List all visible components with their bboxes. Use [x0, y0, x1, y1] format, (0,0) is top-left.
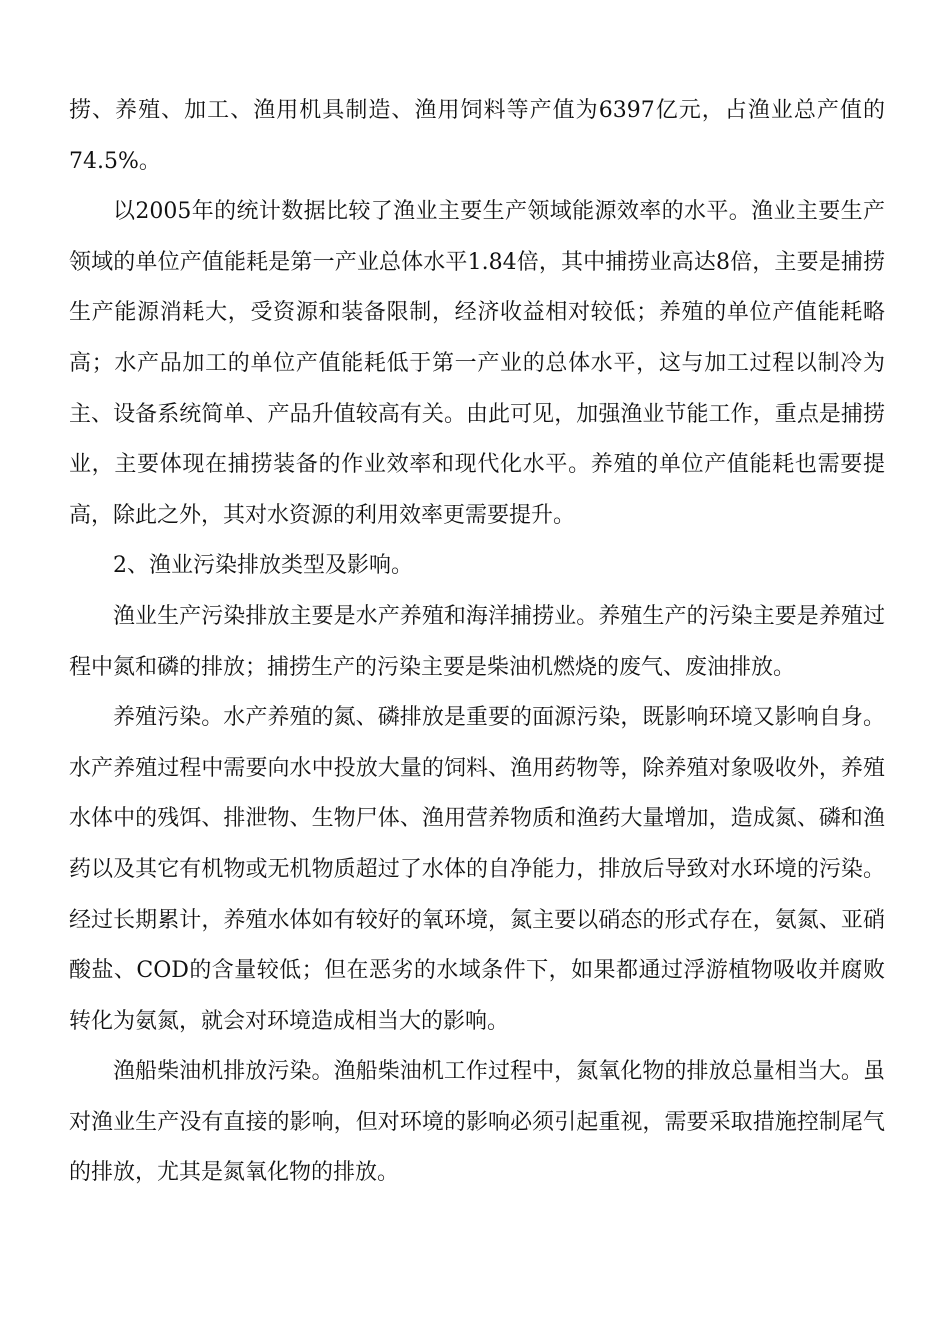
paragraph-continuation: 捞、养殖、加工、渔用机具制造、渔用饲料等产值为6397亿元，占渔业总产值的74.5%。: [69, 98, 885, 174]
paragraph-pollution-overview: 渔业生产污染排放主要是水产养殖和海洋捕捞业。养殖生产的污染主要是养殖过程中氮和磷的排放；捕捞生产的污染主要是柴油机燃烧的废气、废油排放。: [69, 603, 885, 680]
paragraph-aquaculture-pollution: 养殖污染。水产养殖的氮、磷排放是重要的面源污染，既影响环境又影响自身。水产养殖过程中需要向水中投放大量的饲料、渔用药物等，除养殖对象吸收外，养殖水体中的残饵、排泄物、生物尸体、渔用营养物质和渔药大量增加，造成氮、磷和渔药以及其它有机物或无机物质超过了水体的自净能力，排放后导致对水环境的污染。经过长期累计，养殖水体如有较好的氧环境，氮主要以硝态的形式存在，氨氮、亚硝酸盐、COD的含量较低；但在恶劣的水域条件下，如果都通过浮游植物吸收并腐败转化为氨氮，就会对环境造成相当大的影响。: [69, 705, 885, 1034]
document-body: [69, 86, 885, 1199]
paragraph-diesel-emission: 渔船柴油机排放污染。渔船柴油机工作过程中，氮氧化物的排放总量相当大。虽对渔业生产没有直接的影响，但对环境的影响必须引起重视，需要采取措施控制尾气的排放，尤其是氮氧化物的排放。: [69, 1059, 885, 1186]
paragraph-energy-efficiency: 以2005年的统计数据比较了渔业主要生产领域能源效率的水平。渔业主要生产领域的单位产值能耗是第一产业总体水平1.84倍，其中捕捞业高达8倍，主要是捕捞生产能源消耗大，受资源和装备限制，经济收益相对较低；养殖的单位产值能耗略高；水产品加工的单位产值能耗低于第一产业的总体水平，这与加工过程以制冷为主、设备系统简单、产品升值较高有关。由此可见，加强渔业节能工作，重点是捕捞业，主要体现在捕捞装备的作业效率和现代化水平。养殖的单位产值能耗也需要提高，除此之外，其对水资源的利用效率更需要提升。: [69, 199, 885, 528]
section-heading-pollution-types: 2、渔业污染排放类型及影响。: [113, 553, 413, 579]
